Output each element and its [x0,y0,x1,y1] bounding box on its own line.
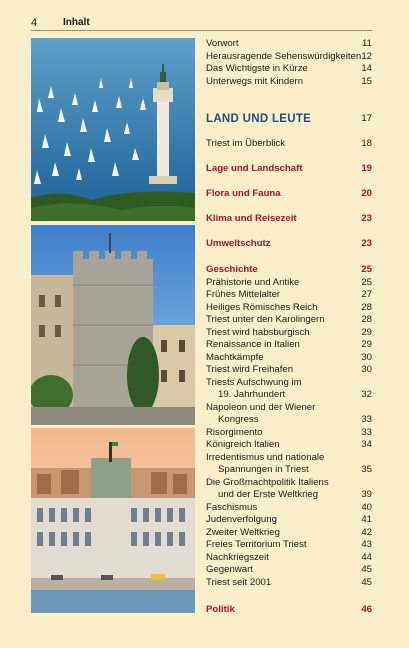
page-title: Inhalt [63,17,90,28]
toc-label: Die Großmachtpolitik Italiens [206,476,329,488]
toc-label: Herausragende Sehenswürdigkeiten [206,50,362,62]
toc-page: 45 [361,564,372,575]
page-number: 4 [31,17,38,29]
toc-label: Kongress [218,414,259,425]
toc-page: 40 [361,501,372,513]
toc-page: 41 [361,514,372,525]
toc-page: 18 [361,138,372,149]
toc-page: 15 [361,75,372,87]
photo-city-square [31,428,195,613]
toc-page: 27 [361,289,372,300]
toc-page: 17 [361,113,372,124]
toc-label: Klima und Reisezeit [206,213,297,224]
toc-page: 32 [361,389,372,400]
toc-page: 25 [361,264,372,275]
toc-label: Triest wird habsburgisch [206,326,310,338]
toc-label: Unterwegs mit Kindern [206,75,304,87]
toc-label: und der Erste Weltkrieg [218,489,319,500]
toc-page: 35 [361,464,372,475]
toc-label: Lage und Landschaft [206,163,303,174]
toc-page: 39 [361,489,372,500]
toc-label: Zweiter Weltkrieg [206,526,280,538]
toc-label: Triest unter den Karolingern [206,314,325,325]
toc-label: Prähistorie und Antike [206,276,300,288]
toc-label: Das Wichtigste in Kürze [206,63,308,74]
photo-castle-tower [31,225,195,425]
toc-label: Triest im Überblick [206,138,286,149]
toc-page: 42 [361,526,372,538]
toc-label: Risorgimento [206,426,263,438]
toc-page: 44 [361,551,372,563]
toc-label: Triest wird Freihafen [206,364,294,375]
toc-label: Freies Territorium Triest [206,539,307,550]
toc-label: LAND UND LEUTE [206,113,312,125]
toc-label: Heiliges Römisches Reich [206,301,318,313]
toc-page: 45 [361,576,372,588]
toc-label: Königreich Italien [206,439,280,450]
toc-page: 43 [361,539,372,550]
toc-page: 28 [361,314,372,325]
toc-page: 12 [361,50,372,62]
toc-page: 29 [361,339,372,350]
toc-label: Flora und Fauna [206,188,281,199]
toc-label: Spannungen in Triest [218,464,309,475]
toc-label: Geschichte [206,264,258,275]
toc-page: 34 [361,439,372,450]
toc-page: 23 [361,213,372,224]
page-header [31,17,372,31]
toc-page: 25 [361,276,372,288]
photo-lighthouse-regatta [31,38,195,221]
toc-label: Frühes Mittelalter [206,289,281,300]
toc-page: 46 [361,604,372,615]
toc-label: Irredentismus und nationale [206,451,325,463]
toc-page: 30 [361,364,372,375]
header-rule [31,30,372,31]
toc-label: Gegenwart [206,564,253,575]
toc-label: Umweltschutz [206,238,271,249]
toc-label: Napoleon und der Wiener [206,401,316,413]
toc-page: 23 [361,238,372,249]
toc-label: Politik [206,604,235,615]
toc-label: Triest seit 2001 [206,576,272,588]
toc-page: 11 [362,38,372,49]
toc-page: 19 [361,163,372,174]
toc-label: Faschismus [206,501,258,513]
toc-label: Vorwort [206,38,239,49]
toc-page: 20 [361,188,372,199]
toc-label: Machtkämpfe [206,351,264,363]
toc-page: 14 [361,63,372,74]
toc-page: 30 [361,351,372,363]
toc-page: 28 [361,301,372,313]
toc-label: Renaissance in Italien [206,339,300,350]
toc-label: Nachkriegszeit [206,551,269,563]
toc-page: 33 [361,426,372,438]
toc-label: Triests Aufschwung im [206,376,302,388]
toc-page: 29 [361,326,372,338]
toc-page: 33 [361,414,372,425]
toc-label: Judenverfolgung [206,514,277,525]
toc-label: 19. Jahrhundert [218,389,286,400]
